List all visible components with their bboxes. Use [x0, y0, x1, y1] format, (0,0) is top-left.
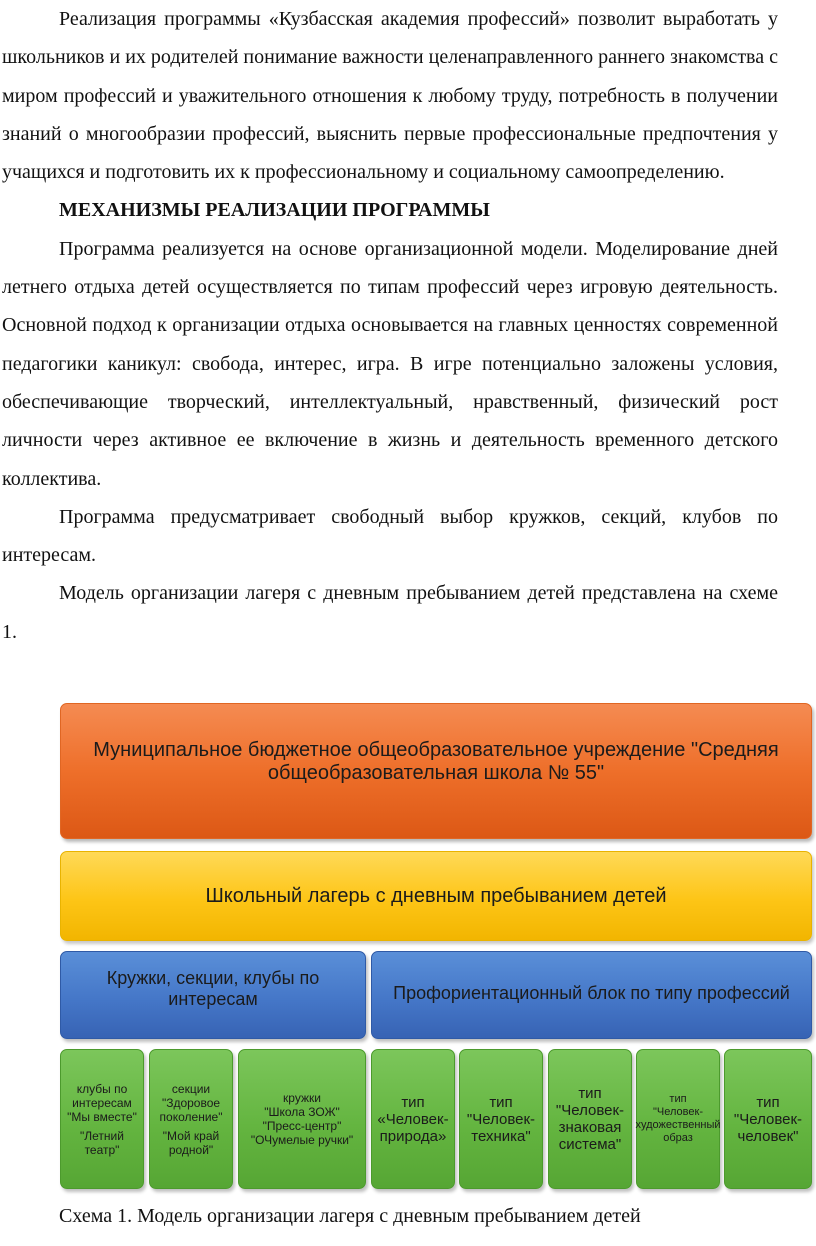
diagram-item-type-sign-system — [548, 1049, 632, 1189]
diagram-item-type-art — [636, 1049, 720, 1189]
item-line: тип — [669, 1093, 687, 1105]
diagram-item-type-technics — [459, 1049, 543, 1189]
item-line: кружки — [283, 1091, 321, 1105]
item-line: "Пресс-центр" — [262, 1119, 342, 1133]
item-line: "Школа ЗОЖ" — [264, 1105, 340, 1119]
item-line: "Человек-техника" — [466, 1110, 536, 1145]
item-line: тип — [578, 1085, 602, 1102]
diagram-box-clubs: Кружки, секции, клубы по интересам — [60, 951, 366, 1039]
diagram-item-circles — [238, 1049, 366, 1189]
diagram-caption: Схема 1. Модель организации лагеря с дневным пребыванием детей — [59, 1205, 641, 1227]
diagram-item-clubs — [60, 1049, 144, 1189]
item-line: секции — [171, 1081, 211, 1096]
item-line: "Человек-художественный образ — [635, 1106, 721, 1144]
item-line: "Человек-человек" — [733, 1110, 803, 1145]
paragraph-3: Программа предусматривает свободный выбор кружков, секций, клубов по интересам. — [2, 505, 778, 567]
section-heading: МЕХАНИЗМЫ РЕАЛИЗАЦИИ ПРОГРАММЫ — [59, 199, 490, 222]
item-line: "ОЧумелые ручки" — [250, 1133, 354, 1147]
document-text — [2, 0, 778, 651]
diagram-item-type-human — [724, 1049, 812, 1189]
item-line: тип — [756, 1093, 780, 1111]
diagram-box-career-block: Профориентационный блок по типу профессий — [371, 951, 812, 1039]
paragraph-4: Модель организации лагеря с дневным пребыванием детей представлена на схеме 1. — [2, 582, 778, 643]
item-line: "Здоровое поколение" — [159, 1095, 223, 1124]
paragraph-1: Реализация программы «Кузбасская академия профессий» позволит выработать у школьников и их родителей понимание важности целенаправленного раннего знакомства с миром профессий и уважительного отношения к любому труду, потребность в получении знаний о многообразии профессий, выяснить первые профессиональные предпочтения у учащихся и подготовить их к профессиональному и социальному самоопределению. — [2, 8, 778, 184]
item-line: «Человек-природа» — [377, 1110, 449, 1145]
item-line: "Мой край родной" — [162, 1128, 220, 1157]
paragraph-2: Программа реализуется на основе организационной модели. Моделирование дней летнего отдыха детей осуществляется по типам профессий через игровую деятельность. Основной подход к организации отдыха основывается на главных ценностях современной педагогики каникул: свобода, интерес, игра. В игре потенциально заложены условия, обеспечивающие творческий, интеллектуальный, нравственный, физический рост личности через активное ее включение в жизнь и деятельность временного детского коллектива. — [2, 237, 778, 490]
item-line: тип — [489, 1093, 513, 1111]
diagram-item-type-nature — [371, 1049, 455, 1189]
item-line: "Мы вместе" — [67, 1109, 137, 1124]
diagram-box-school: Муниципальное бюджетное общеобразовательное учреждение "Средняя общеобразовательная школа № 55" — [60, 703, 812, 839]
diagram-item-sections — [149, 1049, 233, 1189]
item-line: "Летний театр" — [80, 1128, 124, 1157]
diagram-box-camp: Школьный лагерь с дневным пребыванием детей — [60, 851, 812, 941]
item-line: "Человек-знаковая система" — [555, 1102, 625, 1153]
item-line: клубы по интересам — [72, 1081, 132, 1110]
item-line: тип — [401, 1093, 425, 1111]
